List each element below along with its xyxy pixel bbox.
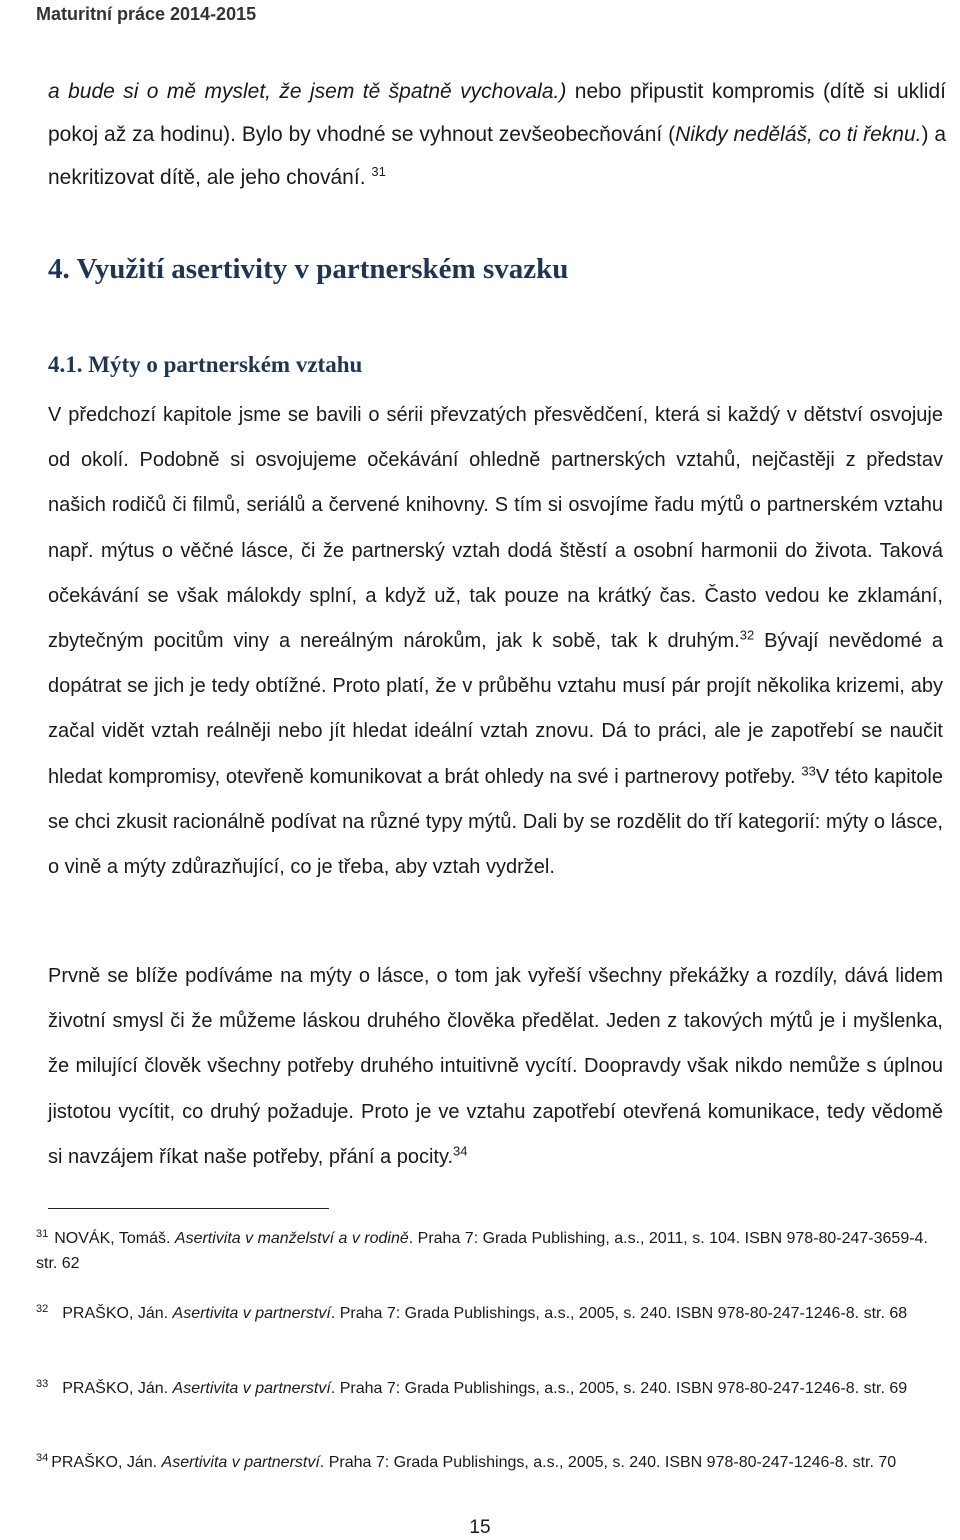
subsection-heading: 4.1. Mýty o partnerském vztahu	[48, 352, 363, 377]
intro-italic-quote-2: Nikdy neděláš, co ti řeknu.	[675, 123, 922, 146]
footnote-separator	[48, 1208, 329, 1209]
footnote-title: Asertivita v partnerství	[172, 1380, 331, 1397]
footnote-title: Asertivita v partnerství	[161, 1454, 320, 1471]
footnote-number: 32	[36, 1302, 49, 1315]
intro-italic-quote: a bude si o mě myslet, že jsem tě špatně vychovala.)	[48, 80, 567, 103]
footnote-details: . Praha 7: Grada Publishings, a.s., 2005, s. 240. ISBN 978-80-247-1246-8. str. 70	[319, 1454, 897, 1471]
intro-paragraph	[48, 70, 946, 199]
body-paragraph-2	[48, 954, 943, 1180]
page-number: 15	[469, 1517, 491, 1538]
footnote-number: 31	[36, 1227, 49, 1240]
footnote-ref-32[interactable]: 32	[739, 627, 755, 643]
footnote-author: PRAŠKO, Ján.	[51, 1454, 162, 1471]
footnote-author: NOVÁK, Tomáš.	[54, 1230, 175, 1247]
footnote-author: PRAŠKO, Ján.	[62, 1305, 173, 1322]
footnote-number: 33	[36, 1377, 49, 1390]
footnote-34	[36, 1450, 948, 1475]
footnote-32	[36, 1301, 948, 1326]
running-header: Maturitní práce 2014-2015	[36, 4, 257, 24]
footnote-details: . Praha 7: Grada Publishings, a.s., 2005, s. 240. ISBN 978-80-247-1246-8. str. 68	[330, 1305, 908, 1322]
footnote-ref-33[interactable]: 33	[801, 762, 816, 778]
footnote-author: PRAŠKO, Ján.	[62, 1380, 173, 1397]
footnote-details: . Praha 7: Grada Publishing, a.s., 2011, s. 104. ISBN 978-80-247-3659-4. str. 62	[36, 1230, 928, 1272]
footnote-33	[36, 1376, 948, 1401]
body-text-b: Bývají nevědomé a dopátrat se jich je tedy obtížné. Proto platí, že v průběhu vztahu musí pár projít několika krizemi, aby začal vidět vztah reálněji nebo jít hledat ideální vztah znovu. Dá to práci, ale je zapotřebí se naučit hledat kompromisy, otevřeně komunikovat a brát ohledy na své i partnerovy potřeby.	[48, 630, 944, 788]
intro-text-1: nebo připustit kompromis (dítě si uklidí pokoj až za hodinu). Bylo by vhodné se vyhnout zevšeobecňování (	[48, 80, 946, 146]
footnote-31	[36, 1226, 948, 1276]
body-text-a: V předchozí kapitole jsme se bavili o sérii převzatých přesvědčení, která si každý v dětství osvojuje od okolí. Podobně si osvojujeme očekávání ohledně partnerských vztahů, nejčastěji z představ našich rodičů či filmů, seriálů a červené knihovny. S tím si osvojíme řadu mýtů o partnerském vztahu např. mýtus o věčné lásce, či že partnerský vztah dodá štěstí a osobní harmonii do života. Taková očekávání se však málokdy splní, a když už, tak pouze na krátký čas. Často vedou ke zklamání, zbytečným pocitům viny a nereálným nárokům, jak k sobě, tak k druhým.	[48, 404, 943, 653]
footnote-title: Asertivita v manželství a v rodině	[174, 1230, 409, 1247]
footnote-ref-34[interactable]: 34	[453, 1143, 468, 1159]
body-text-c: V této kapitole se chci zkusit racionálně podívat na různé typy mýtů. Dali by se rozdělit do tří kategorií: mýty o lásce, o vině a mýty zdůrazňující, co je třeba, aby vztah vydržel.	[48, 765, 943, 879]
body-text-2: Prvně se blíže podíváme na mýty o lásce, o tom jak vyřeší všechny překážky a rozdíly, dává lidem životní smysl či že můžeme láskou druhého člověka předělat. Jeden z takových mýtů je i myšlenka, že milující člověk všechny potřeby druhého intuitivně vycítí. Doopravdy však nikdo nemůže s úplnou jistotou vycítit, co druhý požaduje. Proto je ve vztahu zapotřebí otevřená komunikace, tedy vědomě si navzájem říkat naše potřeby, přání a pocity.	[48, 965, 943, 1168]
body-paragraph-1	[48, 393, 943, 890]
intro-text-2: ) a nekritizovat dítě, ale jeho chování.	[48, 123, 946, 189]
footnote-title: Asertivita v partnerství	[172, 1305, 331, 1322]
footnote-number: 34	[36, 1451, 49, 1464]
footnote-ref-31[interactable]: 31	[371, 164, 386, 179]
section-heading: 4. Využití asertivity v partnerském svazku	[48, 253, 569, 285]
footnote-details: . Praha 7: Grada Publishings, a.s., 2005, s. 240. ISBN 978-80-247-1246-8. str. 69	[330, 1380, 908, 1397]
